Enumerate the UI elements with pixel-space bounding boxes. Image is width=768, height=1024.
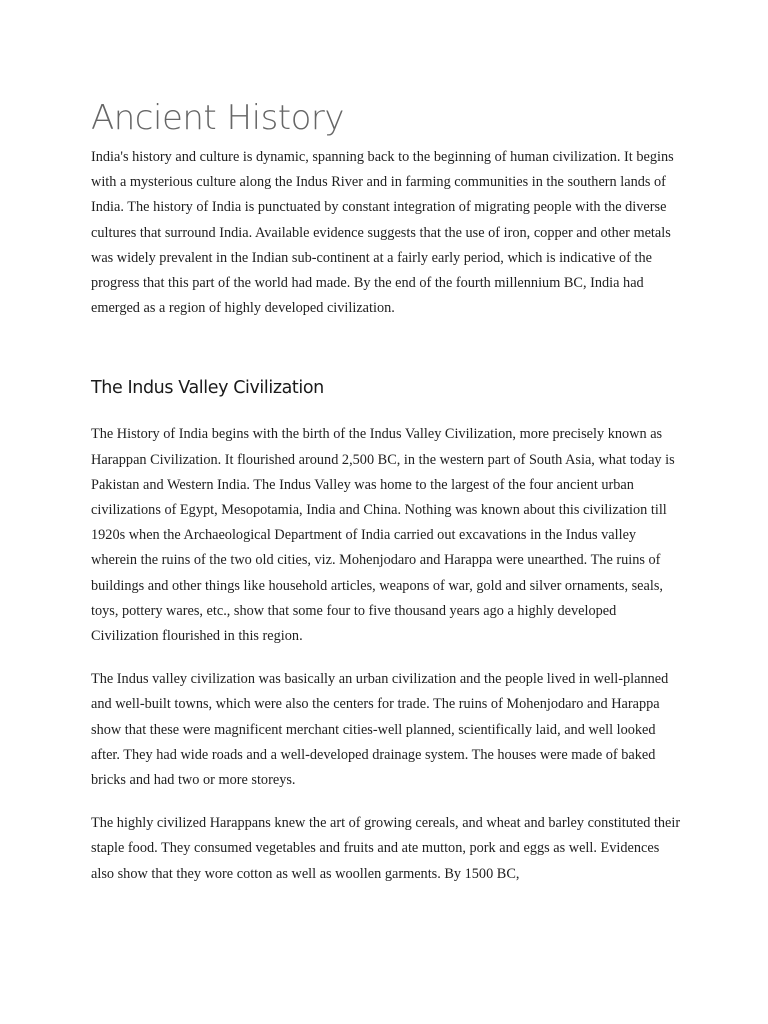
section-paragraph-2: The Indus valley civilization was basically an urban civilization and the people lived in well-planned and well-built towns, which were also the centers for trade. The ruins of Mohenjodaro and Harappa show that these were magnificent merchant cities-well planned, scientifically laid, and well looked after. They had wide roads and a well-developed drainage system. The houses were made of baked bricks and had two or more storeys. bbox=[91, 671, 669, 789]
section-paragraph-1: The History of India begins with the birth of the Indus Valley Civilization, more precisely known as Harappan Civilization. It flourished around 2,500 BC, in the western part of South Asia, what today is Pakistan and Western India. The Indus Valley was home to the largest of the four ancient urban civilizations of Egypt, Mesopotamia, India and China. Nothing was known about this civilization till 1920s when the Archaeological Department of India carried out excavations in the Indus valley wherein the ruins of the two old cities, viz. Mohenjodaro and Harappa were unearthed. The ruins of buildings and other things like household articles, weapons of war, gold and silver ornaments, seals, toys, pottery wares, etc., show that some four to five thousand years ago a highly developed Civilization flourished in this region. bbox=[91, 426, 675, 645]
document-content bbox=[91, 96, 681, 887]
section-heading: The Indus Valley Civilization bbox=[91, 378, 324, 399]
page-title: Ancient History bbox=[91, 98, 345, 138]
intro-paragraph: India's history and culture is dynamic, spanning back to the beginning of human civilization. It begins with a mysterious culture along the Indus River and in farming communities in the southern lands of India. The history of India is punctuated by constant integration of migrating people with the diverse cultures that surround India. Available evidence suggests that the use of iron, copper and other metals was widely prevalent in the Indian sub-continent at a fairly early period, which is indicative of the progress that this part of the world had made. By the end of the fourth millennium BC, India had emerged as a region of highly developed civilization. bbox=[91, 149, 674, 317]
section-paragraph-3: The highly civilized Harappans knew the art of growing cereals, and wheat and barley constituted their staple food. They consumed vegetables and fruits and ate mutton, pork and eggs as well. Evidences also show that they wore cotton as well as woollen garments. By 1500 BC, bbox=[91, 815, 681, 882]
